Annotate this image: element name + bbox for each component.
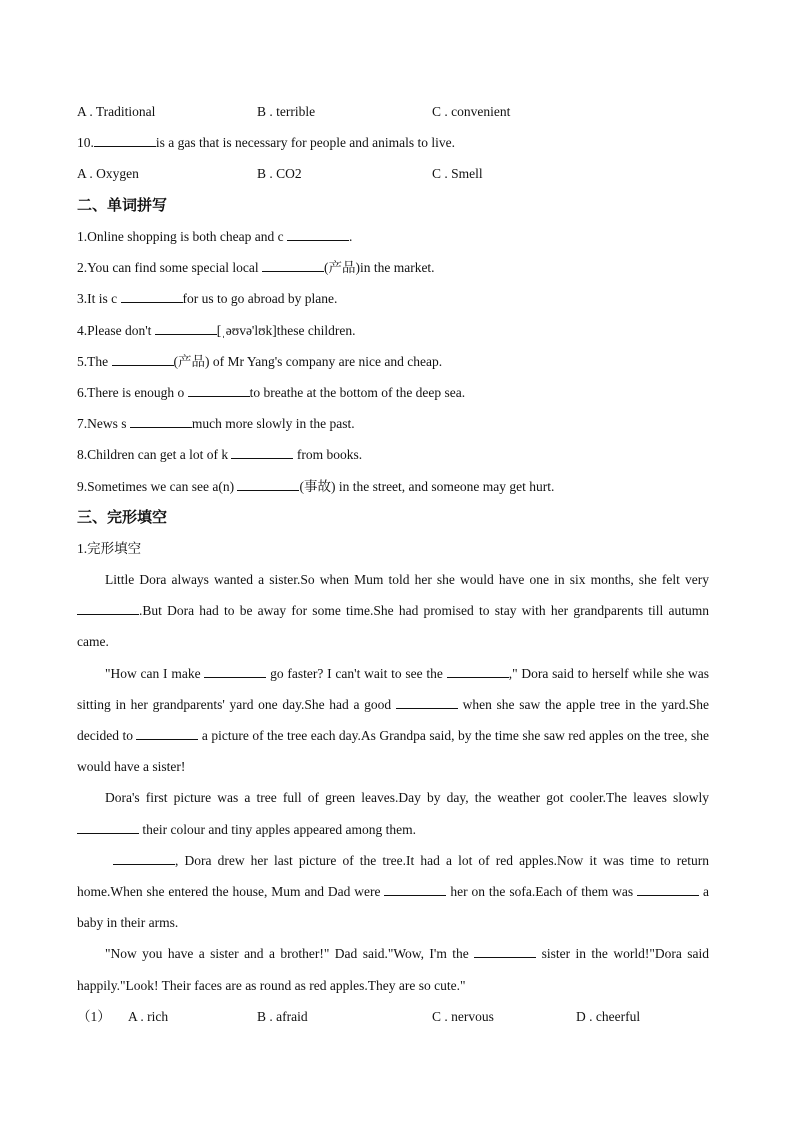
spelling-item-prompt: 5.The — [77, 353, 112, 369]
answer-blank[interactable] — [77, 821, 139, 834]
question-10 — [77, 134, 455, 152]
spelling-item — [77, 478, 554, 496]
answer-blank[interactable] — [237, 478, 299, 491]
answer-blank[interactable] — [155, 322, 217, 335]
cloze-passage — [77, 564, 709, 1001]
answer-blank[interactable] — [287, 228, 349, 241]
q10-option-c[interactable]: C . Smell — [432, 166, 483, 181]
question-10-text: is a gas that is necessary for people and animals to live. — [155, 135, 456, 150]
answer-blank[interactable] — [121, 290, 183, 303]
cloze-q1-option-d[interactable]: D . cheerful — [576, 1009, 641, 1024]
spelling-item — [77, 228, 352, 246]
cloze-q1-option-b[interactable]: B . afraid — [257, 1009, 308, 1024]
answer-blank[interactable] — [188, 384, 250, 397]
spelling-item-prompt: 7.News s — [77, 416, 130, 432]
spelling-item — [77, 353, 442, 371]
spelling-item-rest: for us to go abroad by plane. — [182, 291, 338, 307]
q9-option-a[interactable]: A . Traditional — [77, 104, 156, 119]
answer-blank[interactable] — [94, 134, 156, 147]
paragraph-1: Little Dora always wanted a sister.So when Mum told her she would have one in six months, she felt very .But Dora had to be away for some time.She had promised to stay with her grandparents till autumn came. — [77, 572, 709, 650]
spelling-item-prompt: 4.Please don't — [77, 322, 155, 338]
spelling-item — [77, 384, 465, 402]
answer-blank[interactable] — [262, 259, 324, 272]
answer-blank[interactable] — [474, 945, 536, 958]
spelling-item-rest: (事故) in the street, and someone may get hurt. — [299, 478, 555, 494]
q10-option-b[interactable]: B . CO2 — [257, 166, 302, 181]
spelling-item-prompt: 3.It is c — [77, 291, 121, 307]
spelling-item — [77, 415, 355, 433]
spelling-item-rest: to breathe at the bottom of the deep sea. — [249, 385, 466, 400]
section-3-title: 三、完形填空 — [77, 508, 168, 526]
spelling-item-prompt: 1.Online shopping is both cheap and c — [77, 229, 287, 244]
cloze-q1-option-a[interactable]: A . rich — [128, 1009, 169, 1024]
answer-blank[interactable] — [77, 602, 139, 615]
spelling-item-rest: from books. — [293, 447, 363, 463]
spelling-item-prompt: 8.Children can get a lot of k — [77, 447, 232, 463]
paragraph-2: "How can I make go faster? I can't wait to see the ," Dora said to herself while she was sitting in her grandparents' yard one day.She had a good when she saw the apple tree in the yard.She decided to a picture of the tree each day.As Grandpa said, by the time she saw red apples on the tree, she would have a sister! — [77, 665, 710, 775]
answer-blank[interactable] — [231, 446, 293, 459]
answer-blank[interactable] — [204, 665, 266, 678]
answer-blank[interactable] — [396, 696, 458, 709]
spelling-item-rest: [ˌəʊvə'lʊk]these children. — [216, 322, 356, 338]
cloze-q1-option-c[interactable]: C . nervous — [432, 1009, 494, 1024]
spelling-item — [77, 446, 362, 464]
spelling-item — [77, 322, 356, 340]
spelling-item-rest: (产品) of Mr Yang's company are nice and cheap. — [173, 353, 443, 369]
answer-blank[interactable] — [130, 415, 192, 428]
spelling-item-rest: much more slowly in the past. — [191, 416, 355, 432]
spelling-item-prompt: 6.There is enough o — [77, 385, 188, 400]
q9-option-c[interactable]: C . convenient — [432, 104, 511, 119]
cloze-q1-number: （1） — [77, 1009, 111, 1024]
paragraph-3: Dora's first picture was a tree full of green leaves.Day by day, the weather got cooler.The leaves slowly their colour and tiny apples appeared among them. — [77, 782, 709, 844]
section-2-title: 二、单词拼写 — [77, 196, 168, 214]
q10-option-a[interactable]: A . Oxygen — [77, 166, 139, 181]
answer-blank[interactable] — [447, 665, 509, 678]
paragraph-4: , Dora drew her last picture of the tree.It had a lot of red apples.Now it was time to return home.When she entered the house, Mum and Dad were her on the sofa.Each of them was a baby in their arms. — [77, 852, 710, 931]
answer-blank[interactable] — [112, 353, 174, 366]
answer-blank[interactable] — [637, 883, 699, 896]
question-10-number: 10. — [77, 135, 94, 150]
spelling-item — [77, 290, 337, 308]
answer-blank[interactable] — [384, 883, 446, 896]
answer-blank[interactable] — [136, 727, 198, 740]
spelling-item-prompt: 9.Sometimes we can see a(n) — [77, 478, 238, 494]
spelling-item-prompt: 2.You can find some special local — [77, 260, 262, 276]
spelling-item-rest: (产品)in the market. — [323, 260, 435, 276]
paragraph-5: "Now you have a sister and a brother!" Dad said."Wow, I'm the sister in the world!"Dora said happily."Look! Their faces are as round as red apples.They are so cute." — [77, 946, 709, 993]
q9-option-b[interactable]: B . terrible — [257, 104, 316, 119]
spelling-item-rest: . — [348, 229, 353, 244]
answer-blank[interactable] — [113, 852, 175, 865]
cloze-subtitle: 1.完形填空 — [77, 541, 142, 556]
spelling-item — [77, 259, 435, 277]
